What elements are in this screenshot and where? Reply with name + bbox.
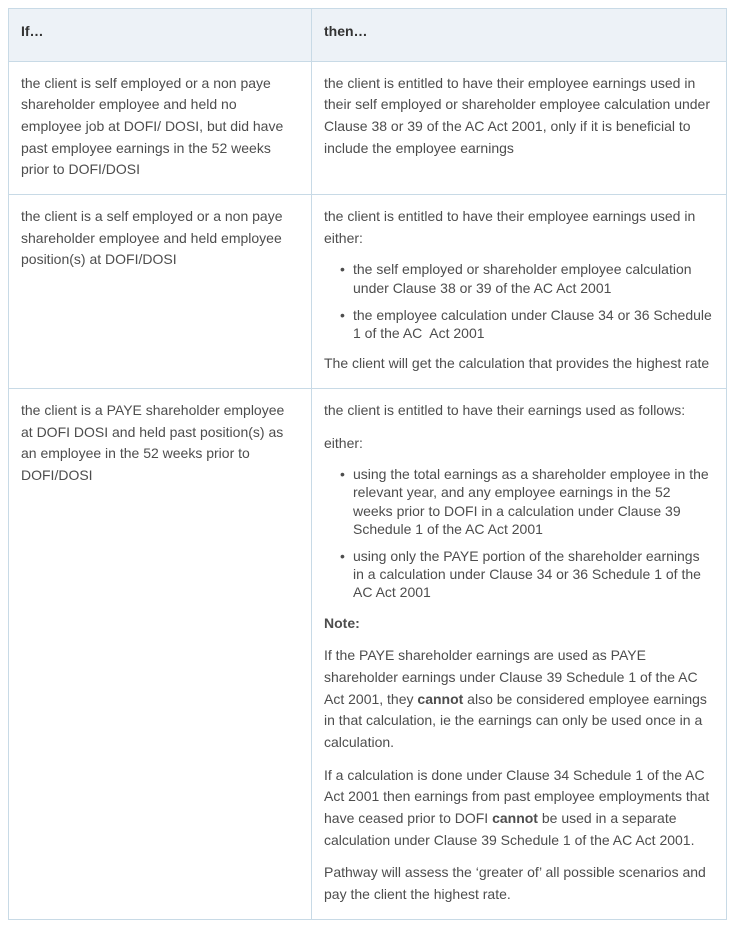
cannot-emphasis: cannot [417, 690, 464, 707]
if-then-table [8, 8, 727, 920]
if-cell-2 [9, 195, 312, 389]
if-text: the client is self employed or a non paye shareholder employee and held no employee job at DOFI/ DOSI, but did have past employee earnings in the 52 weeks prior to DOFI/DOSI [21, 74, 284, 178]
closing-paragraph: Pathway will assess the ‘greater of’ all possible scenarios and pay the client the highest rate. [324, 864, 706, 903]
table-row-3 [9, 388, 727, 919]
calculation-options-list [324, 260, 714, 342]
list-item: • the employee calculation under Clause 34 or 36 Schedule 1 of the AC Act 2001 [353, 306, 714, 342]
then-cell-1 [312, 61, 727, 194]
list-item: • the self employed or shareholder employee calculation under Clause 38 or 39 of the AC Act 2001 [353, 260, 714, 296]
then-intro: the client is entitled to have their employee earnings used in either: [324, 208, 696, 246]
then-cell-2 [312, 195, 727, 389]
if-text: the client is a PAYE shareholder employee at DOFI DOSI and held past position(s) as an employee in the 52 weeks prior to DOFI/DOSI [21, 401, 285, 483]
header-row [9, 9, 727, 62]
if-cell-3 [9, 388, 312, 919]
note-paragraph-2 [324, 765, 714, 852]
then-intro: the client is entitled to have their earnings used as follows: [324, 401, 686, 418]
list-item: • using the total earnings as a shareholder employee in the relevant year, and any employee earnings in the 52 weeks prior to DOFI in a calculation under Clause 39 Schedule 1 of the AC Act 2001 [353, 465, 714, 538]
note-text: If a calculation is done under Clause 34 Schedule 1 of the AC Act 2001 then earnings from past employee employments that have ceased prior to DOFI [324, 766, 710, 827]
if-cell-1 [9, 61, 312, 194]
either-label: either: [324, 434, 363, 451]
then-column-header: then… [312, 9, 727, 62]
then-cell-3 [312, 388, 727, 919]
then-paragraph: the client is entitled to have their employee earnings used in their self employed or shareholder employee calculation under Clause 38 or 39 of the AC Act 2001, only if it is beneficial to include the employee earnings [324, 74, 710, 156]
note-text: If the PAYE shareholder earnings are used as PAYE shareholder earnings under Clause 39 Schedule 1 of the AC Act 2001, they [324, 647, 698, 707]
if-column-header: If… [9, 9, 312, 62]
then-outro: The client will get the calculation that provides the highest rate [324, 355, 710, 372]
earnings-usage-list [324, 465, 714, 601]
table-row-2 [9, 195, 727, 389]
if-text: the client is a self employed or a non paye shareholder employee and held employee position(s) at DOFI/DOSI [21, 208, 283, 268]
note-label: Note: [324, 614, 360, 631]
note-paragraph-1 [324, 645, 714, 753]
note-text: be used in a separate calculation under Clause 39 Schedule 1 of the AC Act 2001. [324, 810, 695, 848]
list-item: • using only the PAYE portion of the shareholder earnings in a calculation under Clause 34 or 36 Schedule 1 of the AC Act 2001 [353, 547, 714, 602]
note-text: also be considered employee earnings in that calculation, ie the earnings can only be used once in a calculation. [324, 690, 707, 750]
cannot-emphasis: cannot [492, 810, 538, 827]
table-row-1 [9, 61, 727, 194]
